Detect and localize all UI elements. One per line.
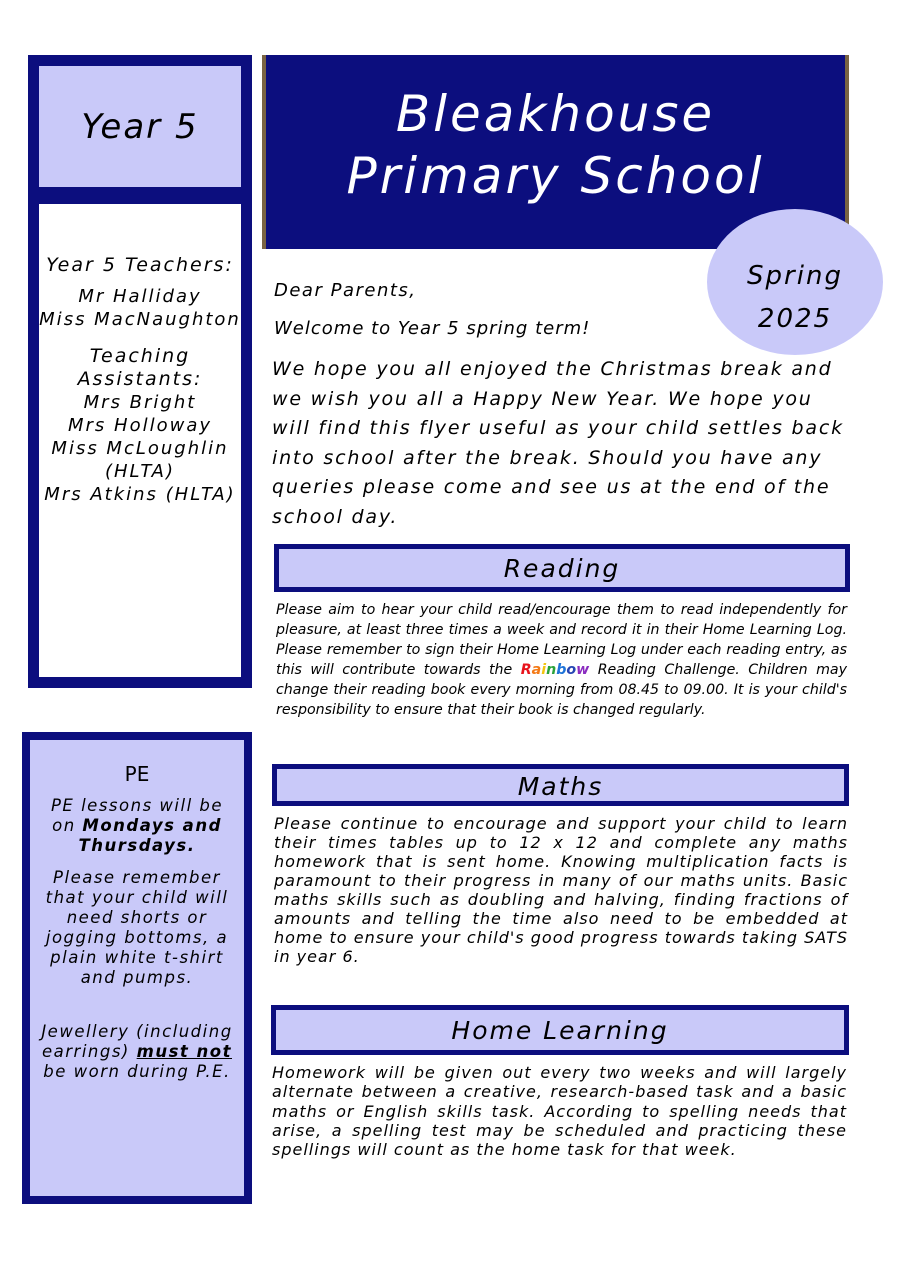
pe-jewellery-prefix: Jewellery (including earrings)	[41, 1022, 233, 1061]
rainbow-letter: a	[531, 662, 542, 678]
rainbow-letter: R	[520, 662, 532, 678]
pe-jewellery	[36, 1022, 238, 1082]
school-name-line1: Bleakhouse	[395, 85, 716, 143]
term-year: 2025	[757, 304, 833, 334]
year-label: Year 5	[81, 106, 199, 147]
maths-heading: Maths	[272, 764, 849, 806]
greeting: Dear Parents,	[274, 280, 417, 301]
pe-lessons-days: Mondays and Thursdays.	[78, 816, 222, 855]
assistant-name: Mrs Atkins (HLTA)	[44, 484, 236, 505]
pe-lessons	[36, 796, 238, 856]
staff-panel	[28, 196, 252, 688]
assistant-name: Miss McLoughlin (HLTA)	[51, 438, 229, 482]
rainbow-letter: o	[566, 662, 577, 678]
reading-heading: Reading	[274, 544, 850, 592]
assistant-name: Mrs Holloway	[68, 415, 212, 436]
pe-panel	[22, 732, 252, 1204]
pe-lessons-prefix: PE lessons will be on	[50, 796, 224, 835]
rainbow-letter: w	[576, 662, 590, 678]
rainbow-word	[521, 662, 590, 678]
reading-text-after: Reading Challenge. Children may change their reading book every morning from 08.45 to 09.00. It is your child's responsibility to ensure that their book is changed regularly.	[276, 662, 847, 718]
home-learning-heading: Home Learning	[271, 1005, 849, 1055]
welcome-line: Welcome to Year 5 spring term!	[274, 318, 591, 339]
teacher-name: Miss MacNaughton	[39, 309, 241, 330]
pe-kit-text: Please remember that your child will need shorts or jogging bottoms, a plain white t-shirt and pumps.	[45, 868, 229, 987]
pe-jewellery-suffix: be worn during P.E.	[43, 1062, 231, 1081]
pe-title: PE	[124, 762, 150, 786]
rainbow-letter: n	[546, 662, 557, 678]
term-badge	[707, 209, 883, 355]
term-label: Spring	[747, 261, 843, 291]
home-learning-paragraph: Homework will be given out every two weeks and will largely alternate between a creative, research-based task and a basic maths or English skills task. According to spelling needs that arise, a spelling test may be scheduled and practicing these spellings will count as the home task for that week.	[272, 1063, 847, 1160]
assistants-heading: Teaching Assistants:	[77, 345, 203, 390]
teacher-name: Mr Halliday	[78, 286, 202, 307]
year-label-box	[28, 55, 252, 198]
reading-paragraph	[276, 600, 847, 720]
rainbow-letter: b	[556, 662, 567, 678]
assistant-name: Mrs Bright	[83, 392, 197, 413]
intro-paragraph: We hope you all enjoyed the Christmas break and we wish you all a Happy New Year. We hope you will find this flyer useful as your child settles back into school after the break. Should you have any queries please come and see us at the end of the school day.	[272, 358, 844, 528]
maths-paragraph: Please continue to encourage and support your child to learn their times tables up to 12 x 12 and complete any maths homework that is sent home. Knowing multiplication facts is paramount to their progress in many of our maths units. Basic maths skills such as doubling and halving, finding fractions of amounts and telling the time also need to be embedded at home to ensure your child's good progress towards taking SATS in year 6.	[274, 814, 848, 966]
teachers-heading: Year 5 Teachers:	[46, 254, 234, 276]
pe-jewellery-must-not: must not	[136, 1042, 232, 1061]
school-name-line2: Primary School	[346, 147, 765, 205]
reading-text-before: Please aim to hear your child read/encourage them to read independently for pleasure, at least three times a week and record it in their Home Learning Log. Please remember to sign their Home Learning Log under each reading entry, as this will contribute towards the	[276, 602, 847, 678]
rainbow-letter: i	[541, 662, 547, 678]
